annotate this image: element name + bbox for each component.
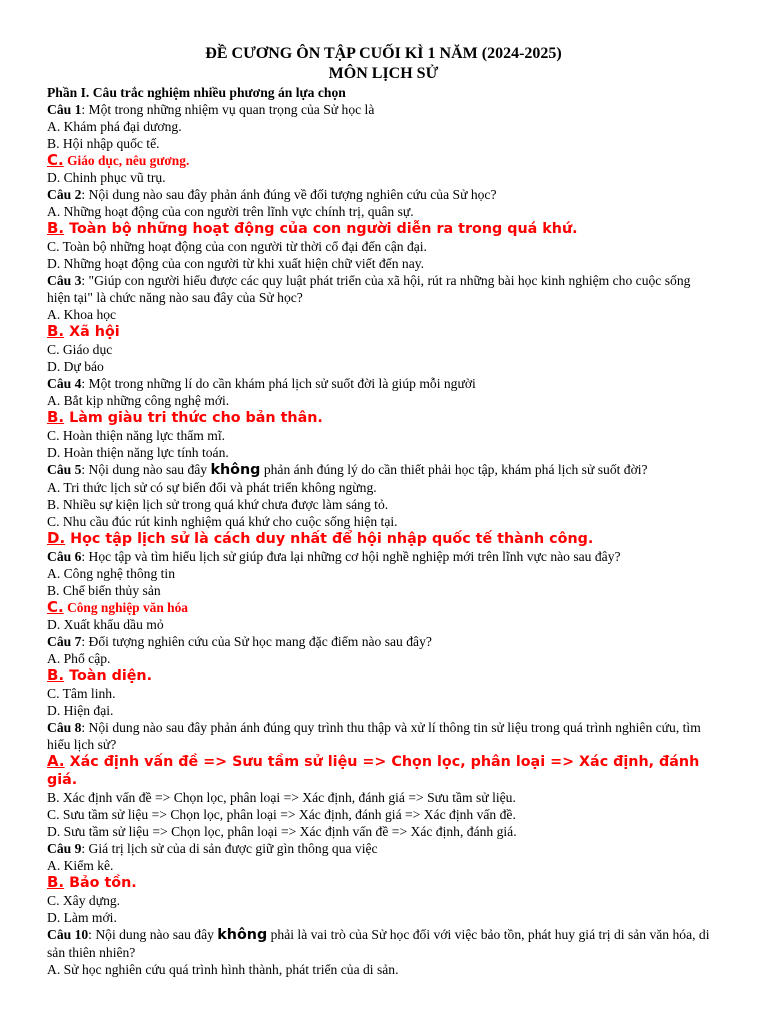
question-label: Câu 2 xyxy=(47,187,82,202)
answer-letter: C. xyxy=(47,151,64,169)
answer-letter: A. xyxy=(47,752,65,770)
correct-answer xyxy=(47,667,710,685)
correct-answer xyxy=(47,753,710,789)
option: B. Xác định vấn đề => Chọn lọc, phân loại => Xác định, đánh giá => Sưu tầm sử liệu. xyxy=(47,790,516,805)
question-text: : Nội dung nào sau đây xyxy=(88,927,218,942)
question-text: phản ánh đúng lý do cần thiết phải học tập, khám phá lịch sử suốt đời? xyxy=(260,462,648,477)
question-5 xyxy=(47,461,710,479)
question-text: : Một trong những lí do cần khám phá lịch sử suốt đời là giúp mỗi người xyxy=(81,376,476,391)
option: A. Công nghệ thông tin xyxy=(47,566,176,581)
question-label: Câu 6 xyxy=(47,549,82,564)
question-2 xyxy=(47,186,710,203)
question-label: Câu 8 xyxy=(47,720,82,735)
answer-letter: B. xyxy=(47,322,65,340)
question-4 xyxy=(47,375,710,392)
question-label: Câu 3 xyxy=(47,273,82,288)
question-text: phải là vai trò của Sử học đối với việc bảo tồn, phát huy giá trị di sản văn hóa, di sản thiên nhiên? xyxy=(47,927,710,960)
option: C. Tâm linh. xyxy=(47,686,116,701)
answer-letter: D. xyxy=(47,529,66,547)
option: A. Kiểm kê. xyxy=(47,858,114,873)
option: C. Xây dựng. xyxy=(47,893,121,908)
option: A. Bắt kịp những công nghệ mới. xyxy=(47,393,230,408)
answer-text: Xác định vấn đề => Sưu tầm sử liệu => Chọn lọc, phân loại => Xác định, đánh giá. xyxy=(47,754,700,788)
option: B. Chế biến thủy sản xyxy=(47,583,161,598)
option: D. Sưu tầm sử liệu => Chọn lọc, phân loại => Xác định vấn đề => Xác định, đánh giá. xyxy=(47,824,517,839)
question-6 xyxy=(47,548,710,565)
question-text: : "Giúp con người hiểu được các quy luật phát triển của xã hội, rút ra những bài học kinh nghiệm cho cuộc sống hiện tại" là chức năng nào sau đây của Sử học? xyxy=(47,273,691,305)
correct-answer xyxy=(47,874,710,892)
question-text: : Một trong những nhiệm vụ quan trọng của Sử học là xyxy=(81,102,375,117)
question-label: Câu 5 xyxy=(47,462,82,477)
subject-title: MÔN LỊCH SỬ xyxy=(328,65,439,82)
question-text: : Nội dung nào sau đây xyxy=(81,462,211,477)
question-keyword: không xyxy=(217,927,268,943)
correct-answer xyxy=(47,599,710,616)
option: A. Phổ cập. xyxy=(47,651,111,666)
option: A. Khám phá đại dương. xyxy=(47,119,182,134)
option: D. Dự báo xyxy=(47,359,104,374)
option: D. Làm mới. xyxy=(47,910,117,925)
answer-letter: B. xyxy=(47,219,65,237)
answer-letter: B. xyxy=(47,873,65,891)
question-text: : Giá trị lịch sử của di sản được giữ gìn thông qua việc xyxy=(81,841,378,856)
option: B. Nhiều sự kiện lịch sử trong quá khứ chưa được làm sáng tỏ. xyxy=(47,497,389,512)
answer-letter: C. xyxy=(47,598,64,616)
answer-text: Làm giàu tri thức cho bản thân. xyxy=(64,410,323,426)
option: A. Khoa học xyxy=(47,307,117,322)
question-text: : Học tập và tìm hiểu lịch sử giúp đưa lại những cơ hội nghề nghiệp mới trên lĩnh vực nào sau đây? xyxy=(81,549,621,564)
answer-text: Công nghiệp văn hóa xyxy=(63,600,188,615)
answer-letter: B. xyxy=(47,408,65,426)
option: D. Hiện đại. xyxy=(47,703,114,718)
option: A. Những hoạt động của con người trên lĩnh vực chính trị, quân sự. xyxy=(47,204,414,219)
option: D. Chinh phục vũ trụ. xyxy=(47,170,166,185)
correct-answer xyxy=(47,323,710,341)
question-text: : Nội dung nào sau đây phản ánh đúng về đối tượng nghiên cứu của Sử học? xyxy=(81,187,497,202)
option: D. Xuất khẩu dầu mỏ xyxy=(47,617,164,632)
question-10 xyxy=(47,926,710,961)
correct-answer xyxy=(47,152,710,169)
question-label: Câu 1 xyxy=(47,102,82,117)
answer-letter: B. xyxy=(47,666,65,684)
question-label: Câu 9 xyxy=(47,841,82,856)
option: D. Những hoạt động của con người từ khi xuất hiện chữ viết đến nay. xyxy=(47,256,425,271)
question-3 xyxy=(47,272,710,306)
option: A. Sử học nghiên cứu quá trình hình thành, phát triển của di sản. xyxy=(47,962,399,977)
section-heading: Phần I. Câu trắc nghiệm nhiều phương án lựa chọn xyxy=(47,85,346,100)
document-title: ĐỀ CƯƠNG ÔN TẬP CUỐI KÌ 1 NĂM (2024-2025) xyxy=(205,45,562,62)
option: C. Toàn bộ những hoạt động của con người từ thời cổ đại đến cận đại. xyxy=(47,239,427,254)
answer-text: Toàn diện. xyxy=(64,668,153,684)
question-1 xyxy=(47,101,710,118)
option: C. Hoàn thiện năng lực thẩm mĩ. xyxy=(47,428,226,443)
question-label: Câu 4 xyxy=(47,376,82,391)
option: A. Tri thức lịch sử có sự biến đổi và phát triển không ngừng. xyxy=(47,480,377,495)
option: B. Hội nhập quốc tế. xyxy=(47,136,160,151)
question-7 xyxy=(47,633,710,650)
question-8 xyxy=(47,719,710,753)
answer-text: Giáo dục, nêu gương. xyxy=(63,153,190,168)
question-label: Câu 7 xyxy=(47,634,82,649)
correct-answer xyxy=(47,409,710,427)
option: C. Giáo dục xyxy=(47,342,113,357)
question-text: : Nội dung nào sau đây phản ánh đúng quy trình thu thập và xử lí thông tin sử liệu trong quá trình nghiên cứu, tìm hiểu lịch sử? xyxy=(47,720,701,752)
answer-text: Xã hội xyxy=(64,324,120,340)
answer-text: Bảo tồn. xyxy=(64,875,137,891)
correct-answer xyxy=(47,220,710,238)
answer-text: Toàn bộ những hoạt động của con người diễn ra trong quá khứ. xyxy=(64,221,578,237)
option: D. Hoàn thiện năng lực tính toán. xyxy=(47,445,229,460)
question-label: Câu 10 xyxy=(47,927,89,942)
option: C. Sưu tầm sử liệu => Chọn lọc, phân loại => Xác định, đánh giá => Xác định vấn đề. xyxy=(47,807,516,822)
question-text: : Đối tượng nghiên cứu của Sử học mang đặc điểm nào sau đây? xyxy=(81,634,432,649)
answer-text: Học tập lịch sử là cách duy nhất để hội nhập quốc tế thành công. xyxy=(65,531,594,547)
question-keyword: không xyxy=(210,462,261,478)
correct-answer xyxy=(47,530,710,548)
question-9 xyxy=(47,840,710,857)
option: C. Nhu cầu đúc rút kinh nghiệm quá khứ cho cuộc sống hiện tại. xyxy=(47,514,398,529)
